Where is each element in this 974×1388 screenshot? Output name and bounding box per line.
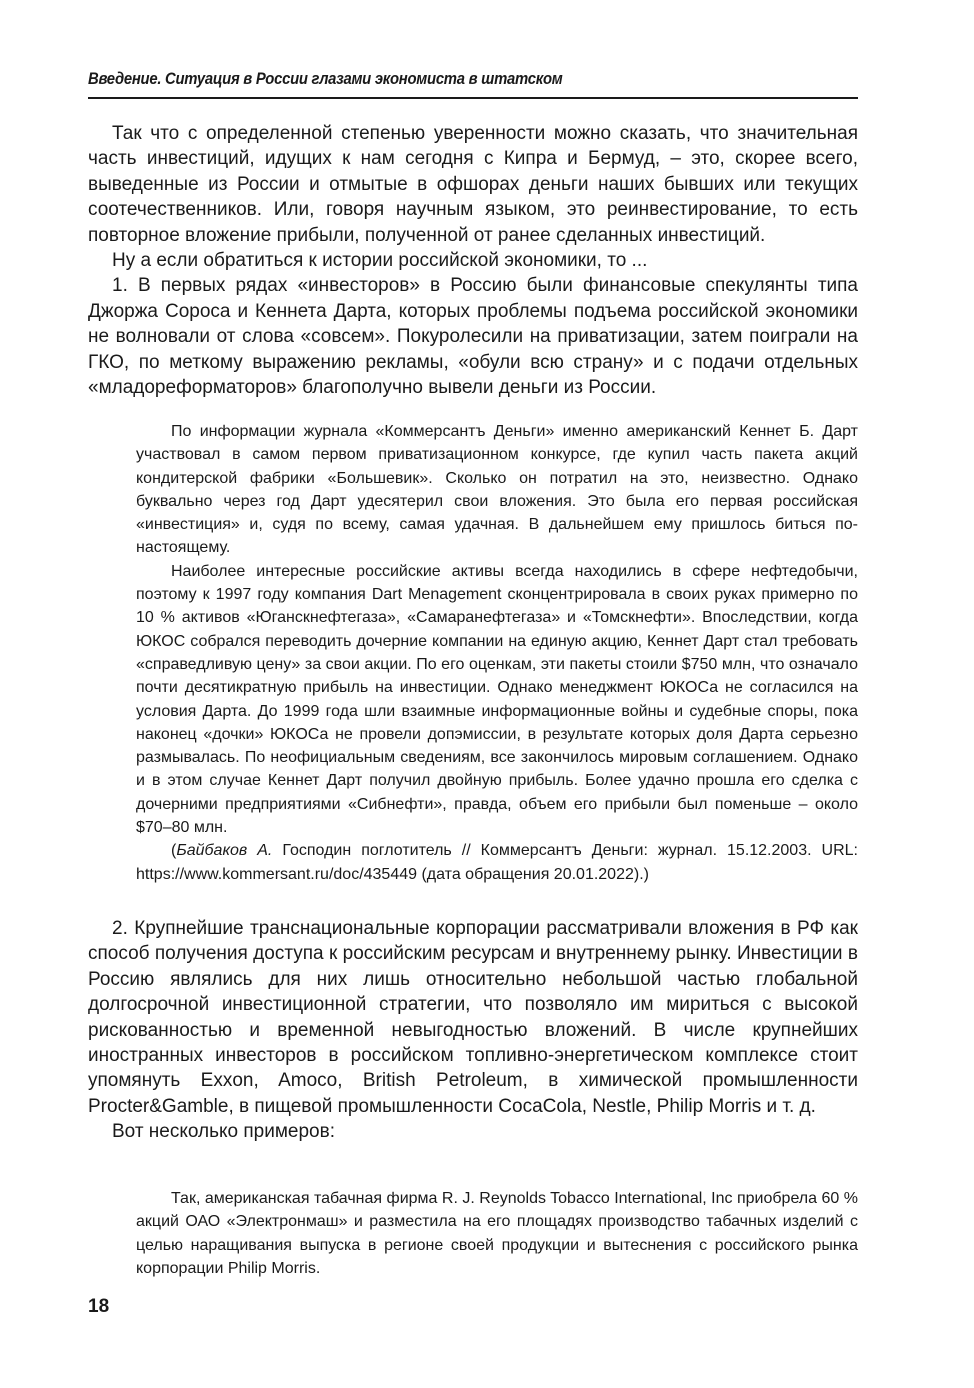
quote-paragraph: По информации журнала «Коммерсантъ Деньги» именно американский Кеннет Б. Дарт участвовал в самом первом приватизационном конкурсе, где купил часть пакета акций кондитерской фабрики «Большевик». Сколько он потратил на это, неизвестно. Однако буквально через год Дарт удесятерил свои вложения. Это была его первая российская «инвестиция» и, судя по всему, самая удачная. В дальнейшем ему пришлось биться по-настоящему.: [136, 423, 858, 557]
page-number: 18: [88, 1296, 110, 1317]
paragraph: Ну а если обратиться к истории российской экономики, то ...: [112, 250, 648, 272]
paragraph: 1. В первых рядах «инвесторов» в Россию были финансовые спекулянты типа Джоржа Сороса и Кеннета Дарта, которых проблемы подъема российской экономики не волновали от слова «совсем». Покуролесили на приватизации, затем поиграли на ГКО, по меткому выражению рекламы, «обули всю страну» и с подачи отдельных «младореформаторов» благополучно вывели деньги из России.: [88, 275, 858, 399]
body-section-2: [88, 916, 858, 1145]
citation: [136, 839, 858, 886]
body-section-1: [88, 121, 858, 400]
citation-author: Байбаков А.: [176, 842, 273, 860]
running-head: Введение. Ситуация в России глазами экономиста в штатском: [88, 70, 563, 88]
paragraph: 2. Крупнейшие транснациональные корпорации рассматривали вложения в РФ как способ получения доступа к российским ресурсам и внутреннему рынку. Инвестиции в Россию являлись для них лишь относительно небольшой частью глобальной долгосрочной инвестиционной стратегии, что позволяло им мириться с высокой рискованностью и временной невыгодностью вложений. В числе крупнейших иностранных инвесторов в российском топливно-энергетическом комплексе стоит упомянуть Exxon, Amoco, British Petroleum, в химической промышленности Procter&Gamble, в пищевой промышленности CocaCola, Nestle, Philip Morris и т. д.: [88, 918, 858, 1117]
paragraph: Вот несколько примеров:: [112, 1121, 335, 1143]
block-quote-2: [136, 1187, 858, 1280]
citation-open: (: [171, 842, 177, 860]
header-rule: [88, 97, 858, 99]
quote-paragraph: Наиболее интересные российские активы всегда находились в сфере нефтедобычи, поэтому к 1997 году компания Dart Menagement сконцентрировала в своих руках примерно по 10 % активов «Юганскнефтегаза», «Самаранефтегаза» и «Томскнефти». Впоследствии, когда ЮКОС собрался переводить дочерние компании на единую акцию, Кеннет Дарт стал требовать «справедливую цену» за свои акции. По его оценкам, эти пакеты стоили $750 млн, что означало почти десятикратную прибыль на инвестиции. Однако менеджмент ЮКОСа не согласился на условия Дарта. До 1999 года шли взаимные информационные войны и судебные споры, пока наконец «дочки» ЮКОСа не провели допэмиссии, в результате которых доля Дарта серьезно размывалась. По неофициальным сведениям, все закончилось мировым соглашением. Однако и в этом случае Кеннет Дарт получил двойную прибыль. Более удачно прошла его сделка с дочерними предприятиями «Сибнефти», правда, объем его прибыли был поменьше – около $70–80 млн.: [136, 562, 858, 837]
block-quote-1: [136, 420, 858, 886]
citation-rest: Господин поглотитель // Коммерсантъ Деньги: журнал. 15.12.2003. URL: https://www.kommersant.ru/doc/435449 (дата обращения 20.01.2022).): [136, 842, 858, 883]
quote-paragraph: Так, американская табачная фирма R. J. Reynolds Tobacco International, Inc приобрела 60 % акций ОАО «Электронмаш» и разместила на его площадях производство табачных изделий с целью наращивания выпуска в регионе своей продукции и вытеснения с российского рынка корпорации Philip Morris.: [136, 1190, 858, 1277]
paragraph: Так что с определенной степенью уверенности можно сказать, что значительная часть инвестиций, идущих к нам сегодня с Кипра и Бермуд, – это, скорее всего, выведенные из России и отмытые в офшорах деньги наших бывших или текущих соотечественников. Или, говоря научным языком, это реинвестирование, то есть повторное вложение прибыли, полученной от ранее сделанных инвестиций.: [88, 123, 858, 246]
